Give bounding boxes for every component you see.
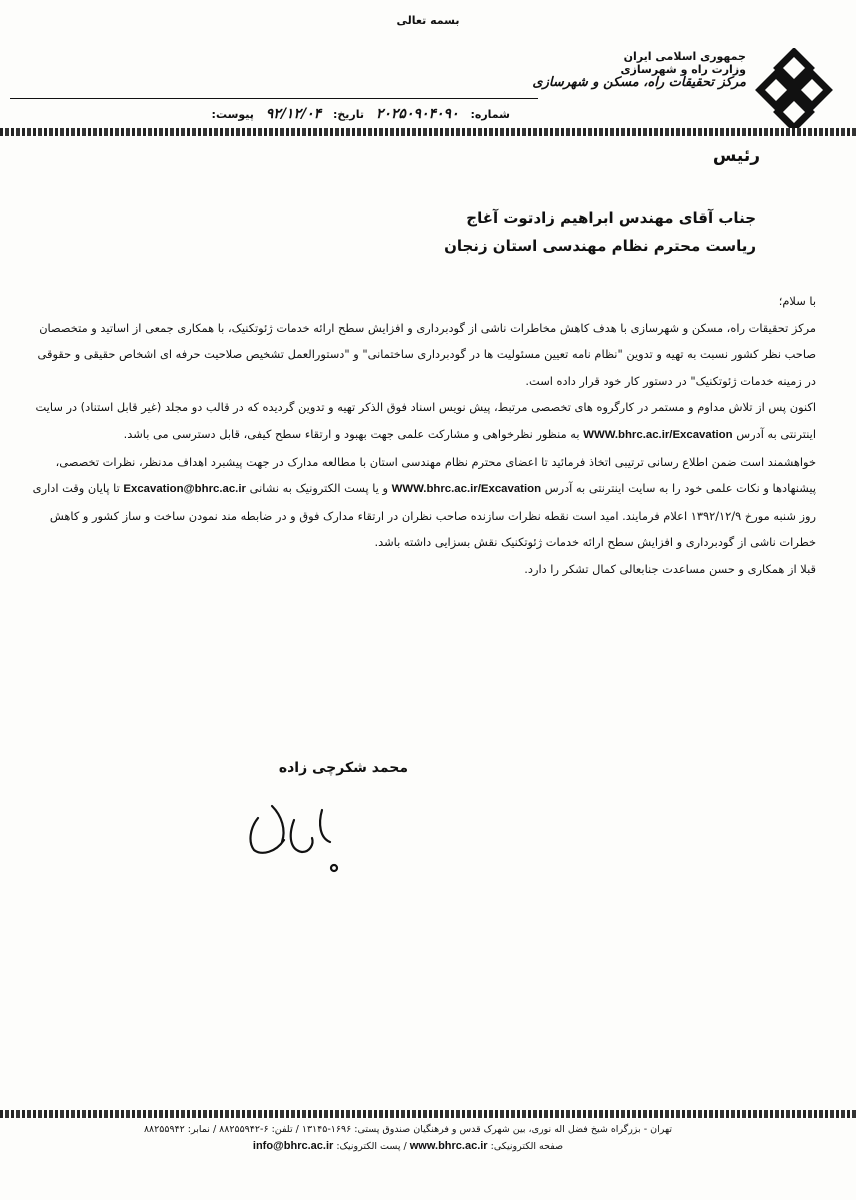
attachment-label: پیوست:: [211, 108, 254, 121]
footer-web-label: صفحه الکترونیکی:: [490, 1141, 564, 1152]
paragraph-3-mid: و یا پست الکترونیک به نشانی: [249, 481, 389, 496]
organization-logo: [752, 48, 836, 132]
number-value: ۲۰۲۵۰۹۰۴۰۹۰: [375, 106, 459, 122]
paragraph-2-start: اکنون پس از تلاش مداوم و مستمر در کارگروه های تخصصی مرتبط، پیش نویس اسناد فوق الذکر تهیه و تدوین گردیده که در قالب دو مجلد (غیر قابل استناد) در سایت اینترنتی به آدرس: [35, 400, 816, 441]
greeting: با سلام؛: [778, 294, 816, 308]
recipient-title: ریاست محترم نظام مهندسی استان زنجان: [444, 237, 756, 255]
paragraph-2: [26, 394, 816, 448]
paragraph-3-end: تا پایان وقت اداری روز شنبه مورخ ۱۳۹۲/۱۲/۹ اعلام فرمایند. امید است نقطه نظرات سازنده صاحب نظران در ارتقاء مدارک فوق و در ضابطه مند نمودن ساخت و ساز کشور و کاهش خطرات ناشی از گودبرداری و افزایش سطح ارائه خدمات ژئوتکنیک نقش بسزایی داشته باشد.: [32, 481, 816, 550]
footer-band: [0, 1110, 856, 1118]
paragraph-3-start: خواهشمند است ضمن اطلاع رسانی ترتیبی اتخاذ فرمائید تا اعضای محترم نظام مهندسی استان با مطالعه مدارک در جهت پیشبرد اهداف مدنظر، نظرات تخصصی، پیشنهادها و نکات علمی خود را به سایت اینترنتی به آدرس: [55, 454, 816, 496]
footer-contact: [60, 1138, 756, 1155]
recipient-block: [444, 204, 756, 260]
letterhead: [532, 50, 746, 89]
excavation-link[interactable]: WWW.bhrc.ac.ir/Excavation: [583, 428, 733, 441]
date-value: ۹۲/۱۲/۰۴: [265, 106, 322, 122]
footer-email-link[interactable]: info@bhrc.ac.ir: [252, 1140, 334, 1152]
signer-name: محمد شکرچی زاده: [278, 760, 408, 776]
footer: [60, 1122, 756, 1155]
number-label: شماره:: [470, 108, 510, 121]
excavation-email[interactable]: Excavation@bhrc.ac.ir: [123, 483, 246, 496]
date-label: تاریخ:: [332, 108, 365, 121]
letterhead-ministry: وزارت راه و شهرسازی: [620, 63, 746, 76]
letterhead-country: جمهوری اسلامی ایران: [623, 50, 746, 63]
footer-email-label: / پست الکترونیک:: [336, 1141, 407, 1152]
footer-website-link[interactable]: www.bhrc.ac.ir: [409, 1140, 488, 1152]
letterhead-organization: مرکز تحقیقات راه، مسکن و شهرسازی: [532, 75, 746, 90]
signature-mark: [236, 780, 356, 880]
recipient-name: جناب آقای مهندس ابراهیم زادتوت آغاج: [466, 209, 756, 227]
paragraph-2-end: به منظور نظرخواهی و مشارکت علمی جهت بهبود و ارتقاء سطح کیفی، قابل دسترسی می باشد.: [123, 426, 580, 441]
excavation-link-2[interactable]: WWW.bhrc.ac.ir/Excavation: [391, 483, 542, 496]
bismillah-heading: بسمه تعالی: [396, 14, 460, 27]
office-title: رئیس: [712, 146, 760, 166]
letter-meta: [120, 106, 510, 122]
closing: قبلا از همکاری و حسن مساعدت جنابعالی کمال تشکر را دارد.: [524, 561, 816, 576]
paragraph-1: مرکز تحقیقات راه، مسکن و شهرسازی با هدف کاهش مخاطرات ناشی از گودبرداری و افزایش سطح ارائه خدمات ژئوتکنیک، با همکاری جمعی از اساتید و متخصصان صاحب نظر کشور نسبت به تهیه و تدوین "نظام نامه تعیین مسئولیت ها در گودبرداری ساختمانی" و "دستورالعمل تشخیص صلاحیت حرفه ای اشخاص حقیقی و حقوقی در زمینه خدمات ژئوتکنیک" در دستور کار خود قرار داده است.: [37, 320, 816, 388]
letter-body: [26, 288, 816, 583]
paragraph-3: [26, 449, 816, 556]
header-band: [0, 128, 856, 136]
footer-address: تهران - بزرگراه شیخ فضل اله نوری، بین شهرک قدس و فرهنگیان صندوق پستی: ۱۶۹۶-۱۳۱۴۵ / تلفن: ۶-۸۸۲۵۵۹۴۲ / نمابر: ۸۸۲۵۵۹۴۲: [143, 1124, 673, 1135]
header-rule: [10, 98, 538, 99]
